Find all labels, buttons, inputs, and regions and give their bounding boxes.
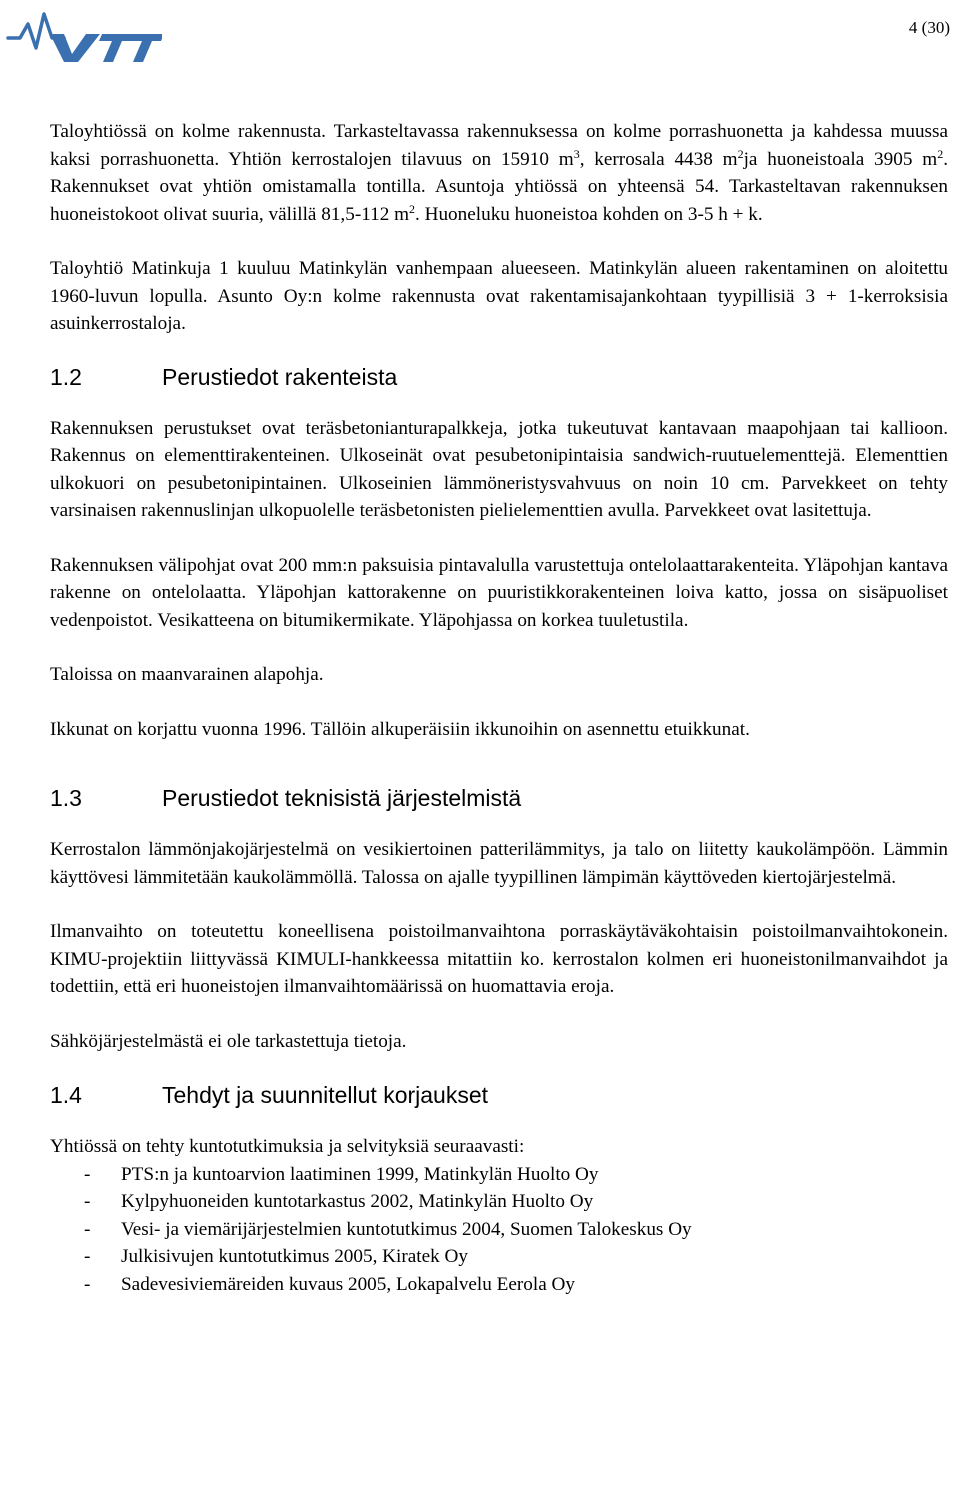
- paragraph-windows: Ikkunat on korjattu vuonna 1996. Tällöin alkuperäisiin ikkunoihin on asennettu etuikkunat.: [50, 718, 750, 740]
- vtt-logo: [6, 8, 162, 64]
- paragraph-building-info: Taloyhtiössä on kolme rakennusta. Tarkasteltavassa rakennuksessa on kolme porrashuonetta ja kahdessa muussa kaksi porrashuonetta. Yhtiön kerrostalojen tilavuus on 15910 $m^3$, kerrosala 4438 $m^2ja$ huoneistoala 3905 $m^2$. Rakennukset ovat yhtiön omistamalla tontilla. Asuntoja yhtiössä on yhteensä 54. Tarkasteltavan rakennuksen huoneistokoot olivat suuria, välillä 81,5-112 $m^2$. Huoneluku huoneistoa kohden on 3-5 h + k.: [50, 121, 948, 225]
- list-item: - Vesi- ja viemärijärjestelmien kuntotutkimus 2004, Suomen Talokeskus Oy: [84, 1218, 692, 1240]
- paragraph-base-floor: Taloissa on maanvarainen alapohja.: [50, 664, 324, 685]
- paragraph-heating: Kerrostalon lämmönjakojärjestelmä on vesikiertoinen patterilämmitys, ja talo on liitetty kaukolämpöön. Lämmin käyttövesi lämmitetään kaukolämmöllä. Talossa on ajalle tyypillinen lämpimän käyttöveden kiertojärjestelmä.: [50, 839, 948, 888]
- heading-1-2: 1.2 Perustiedot rakenteista: [50, 363, 398, 390]
- paragraph-location: Taloyhtiö Matinkuja 1 kuuluu Matinkylän vanhempaan alueeseen. Matinkylän alueen rakentaminen on aloitettu 1960-luvun lopulla. Asunto Oy:n kolme rakennusta ovat rakentamisajankohtaan tyypillisiä 3 + 1-kerroksisia asuinkerrostaloja.: [50, 258, 948, 334]
- page-number: 4 (30): [908, 18, 950, 37]
- list-item: - Kylpyhuoneiden kuntotarkastus 2002, Matinkylän Huolto Oy: [84, 1191, 594, 1212]
- paragraph-repairs-intro: Yhtiössä on tehty kuntotutkimuksia ja selvityksiä seuraavasti:: [50, 1136, 525, 1157]
- page-content: [50, 118, 948, 1298]
- logo-letters: [50, 34, 162, 62]
- paragraph-floors: Rakennuksen välipohjat ovat 200 mm:n paksuisia pintavalulla varustettuja ontelolaattarakenteita. Yläpohjan kantava rakenne on ontelolaatta. Yläpohjan kattorakenne on puuristikkorakenteinen loiva katto, jossa on sisäpuoliset vedenpoistot. Vesikatteena on bitumikermikate. Yläpohjassa on korkea tuuletustila.: [50, 554, 948, 631]
- paragraph-electrical: Sähköjärjestelmästä ei ole tarkastettuja tietoja.: [50, 1030, 407, 1052]
- paragraph-structures: Rakennuksen perustukset ovat teräsbetonianturapalkkeja, jotka tukeutuvat kantavaan maapohjaan tai kallioon. Rakennus on elementtirakenteinen. Ulkoseinät ovat pesubetonipintaisia sandwich-ruutuelementtejä. Elementtien ulkokuori on pesubetonipintainen. Ulkoseinien lämmöneristysvahvuus on noin 10 cm. Parvekkeet on tehty varsinaisen rakennuslinjan ulkopuolelle teräsbetonisten pielielementtien avulla. Parvekkeet ovat lasitettuja.: [50, 417, 948, 521]
- heading-1-4: 1.4 Tehdyt ja suunnitellut korjaukset: [50, 1082, 489, 1108]
- list-item: - PTS:n ja kuntoarvion laatiminen 1999, Matinkylän Huolto Oy: [84, 1163, 599, 1185]
- repairs-list: [50, 1161, 948, 1299]
- paragraph-ventilation: Ilmanvaihto on toteutettu koneellisena poistoilmanvaihtona porraskäytäväkohtaisin poistoilmanvaihtokonein. KIMU-projektiin liittyvässä KIMULI-hankkeessa mitattiin ko. kerrostalon kolmen eri huoneistonilmanvaihdot ja todettiin, että eri huoneistojen ilmanvaihtomäärissä on huomattavia eroja.: [50, 921, 948, 997]
- list-item: - Julkisivujen kuntotutkimus 2005, Kiratek Oy: [84, 1246, 468, 1267]
- heading-1-3: 1.3 Perustiedot teknisistä järjestelmistä: [50, 785, 522, 811]
- logo-text: VTT: [6, 8, 8, 9]
- list-item: - Sadevesiviemäreiden kuvaus 2005, Lokapalvelu Eerola Oy: [84, 1273, 575, 1295]
